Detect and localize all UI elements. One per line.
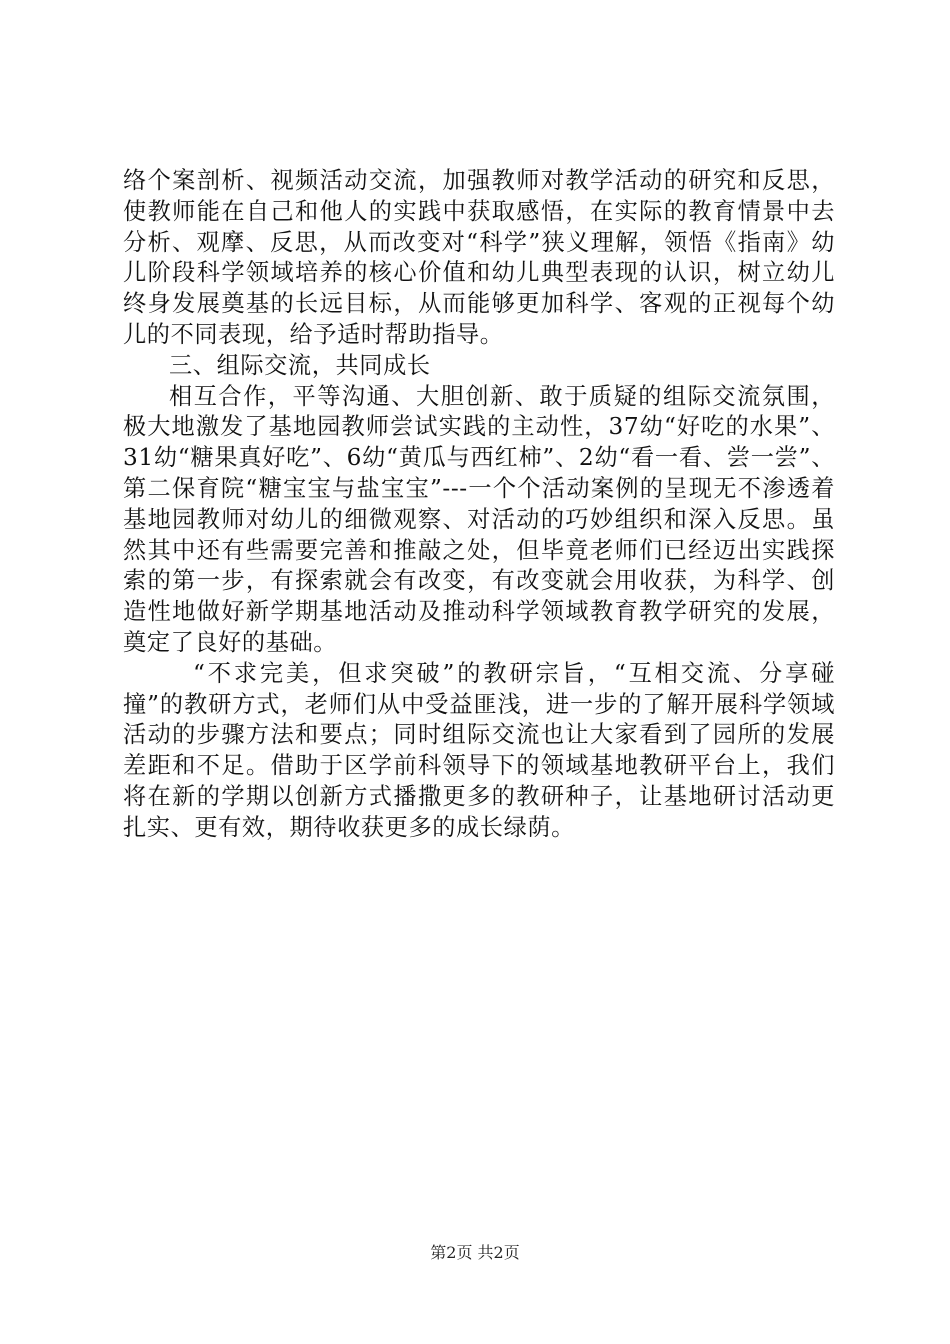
- section-heading: 三、组际交流，共同成长: [169, 351, 431, 379]
- page-footer: 第2页 共2页: [430, 1243, 520, 1262]
- paragraph-group-exchange: 相互合作，平等沟通、大胆创新、敢于质疑的组际交流氛围，极大地激发了基地园教师尝试实践的主动性，37幼“好吃的水果”、31幼“糖果真好吃”、6幼“黄瓜与西红柿”、2幼“看一看、尝一尝”、第二保育院“糖宝宝与盐宝宝”---一个个活动案例的呈现无不渗透着基地园教师对幼儿的细微观察、对活动的巧妙组织和深入反思。虽然其中还有些需要完善和推敲之处，但毕竟老师们已经迈出实践探索的第一步，有探索就会有改变，有改变就会用收获，为科学、创造性地做好新学期基地活动及推动科学领域教育教学研究的发展，奠定了良好的基础。: [123, 382, 835, 656]
- document-body: [123, 166, 835, 844]
- paragraph-conclusion: “不求完美，但求突破”的教研宗旨，“互相交流、分享碰撞”的教研方式，老师们从中受益匪浅，进一步的了解开展科学领域活动的步骤方法和要点；同时组际交流也让大家看到了园所的发展差距和不足。借助于区学前科领导下的领域基地教研平台上，我们将在新的学期以创新方式播撒更多的教研种子，让基地研讨活动更扎实、更有效，期待收获更多的成长绿荫。: [123, 659, 835, 841]
- paragraph-continuation: 络个案剖析、视频活动交流，加强教师对教学活动的研究和反思，使教师能在自己和他人的实践中获取感悟，在实际的教育情景中去分析、观摩、反思，从而改变对“科学”狭义理解，领悟《指南》幼儿阶段科学领域培养的核心价值和幼儿典型表现的认识，树立幼儿终身发展奠基的长远目标，从而能够更加科学、客观的正视每个幼儿的不同表现，给予适时帮助指导。: [123, 167, 835, 348]
